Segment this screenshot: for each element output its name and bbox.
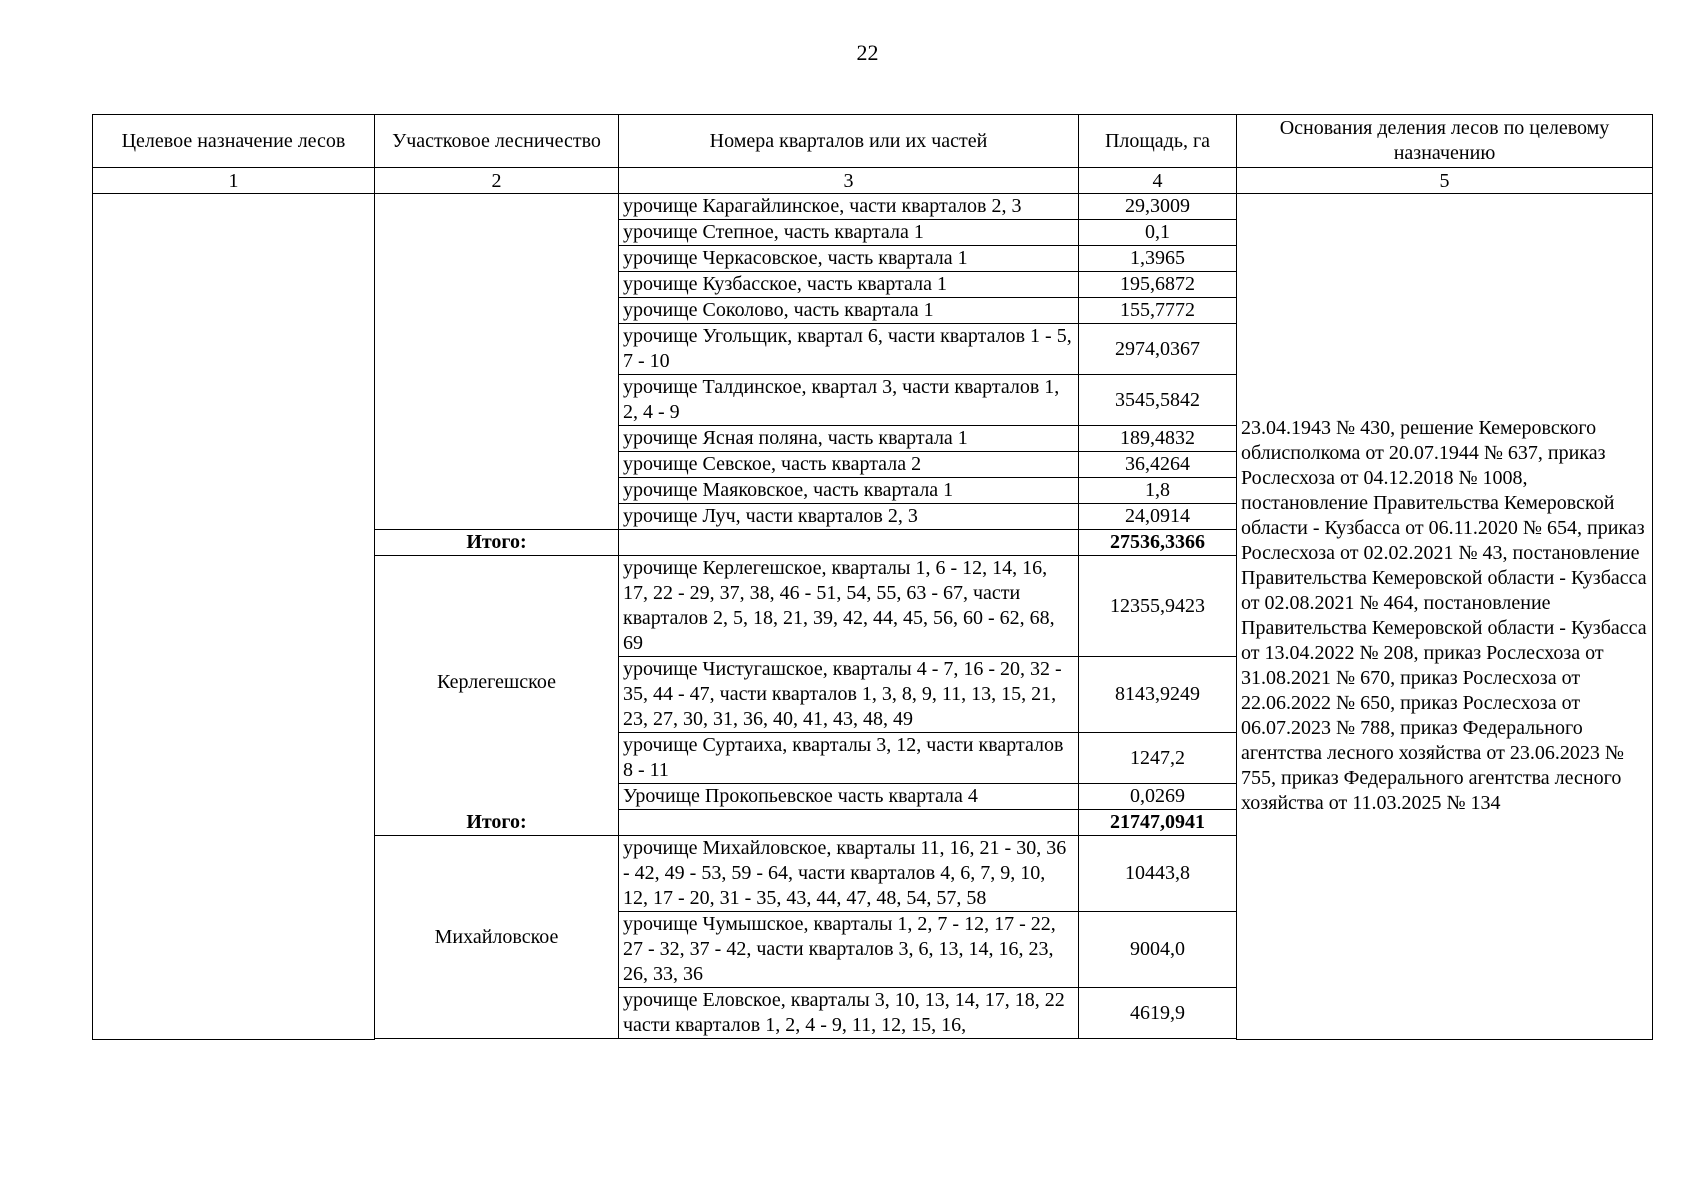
area-cell: 1,3965: [1079, 246, 1237, 272]
column-number: 1: [93, 168, 375, 194]
header-forestry: Участковое лесничество: [375, 115, 619, 168]
area-cell: 4619,9: [1079, 988, 1237, 1039]
forestry-cell: Михайловское: [375, 836, 619, 1039]
area-cell: 155,7772: [1079, 298, 1237, 324]
quarters-cell: урочище Кузбасское, часть квартала 1: [619, 272, 1079, 298]
column-numbers-row: [93, 168, 1653, 194]
area-cell: 1,8: [1079, 478, 1237, 504]
quarters-cell: урочище Луч, части кварталов 2, 3: [619, 504, 1079, 530]
table-header-row: [93, 115, 1653, 168]
quarters-cell: урочище Чистугашское, кварталы 4 - 7, 16 - 20, 32 - 35, 44 - 47, части кварталов 1, 3, 8, 9, 11, 13, 15, 21, 23, 27, 30, 31, 36, 40, 41, 43, 48, 49: [619, 657, 1079, 733]
area-cell: 10443,8: [1079, 836, 1237, 912]
area-cell: 8143,9249: [1079, 657, 1237, 733]
quarters-cell: урочище Суртаиха, кварталы 3, 12, части кварталов 8 - 11: [619, 733, 1079, 784]
column-number: 3: [619, 168, 1079, 194]
quarters-cell: урочище Чумышское, кварталы 1, 2, 7 - 12, 17 - 22, 27 - 32, 37 - 42, части кварталов 3, 6, 13, 14, 16, 23, 26, 33, 36: [619, 912, 1079, 988]
table-row: [93, 194, 1653, 220]
quarters-cell: [619, 530, 1079, 556]
basis-cell: 23.04.1943 № 430, решение Кемеровского облисполкома от 20.07.1944 № 637, приказ Рослесхоза от 04.12.2018 № 1008, постановление Правительства Кемеровской области - Кузбасса от 06.11.2020 № 654, приказ Рослесхоза от 02.02.2021 № 43, постановление Правительства Кемеровской области - Кузбасса от 02.08.2021 № 464, постановление Правительства Кемеровской области - Кузбасса от 13.04.2022 № 208, приказ Рослесхоза от 31.08.2021 № 670, приказ Рослесхоза от 22.06.2022 № 650, приказ Рослесхоза от 06.07.2023 № 788, приказ Федерального агентства лесного хозяйства от 23.06.2023 № 755, приказ Федерального агентства лесного хозяйства от 11.03.2025 № 134: [1237, 194, 1653, 1040]
column-number: 4: [1079, 168, 1237, 194]
area-cell: 12355,9423: [1079, 556, 1237, 657]
column-number: 5: [1237, 168, 1653, 194]
quarters-cell: урочище Соколово, часть квартала 1: [619, 298, 1079, 324]
quarters-cell: урочище Талдинское, квартал 3, части кварталов 1, 2, 4 - 9: [619, 375, 1079, 426]
header-area: Площадь, га: [1079, 115, 1237, 168]
header-quarters: Номера кварталов или их частей: [619, 115, 1079, 168]
forestry-cell: [375, 194, 619, 530]
quarters-cell: урочище Маяковское, часть квартала 1: [619, 478, 1079, 504]
quarters-cell: урочище Ясная поляна, часть квартала 1: [619, 426, 1079, 452]
area-cell: 195,6872: [1079, 272, 1237, 298]
column-number: 2: [375, 168, 619, 194]
area-cell: 24,0914: [1079, 504, 1237, 530]
quarters-cell: урочище Угольщик, квартал 6, части кварталов 1 - 5, 7 - 10: [619, 324, 1079, 375]
area-cell: 0,1: [1079, 220, 1237, 246]
quarters-cell: [619, 810, 1079, 836]
header-basis: Основания деления лесов по целевому назначению: [1237, 115, 1653, 168]
area-cell: 1247,2: [1079, 733, 1237, 784]
total-label: Итого:: [375, 530, 619, 556]
quarters-cell: урочище Степное, часть квартала 1: [619, 220, 1079, 246]
total-area: 27536,3366: [1079, 530, 1237, 556]
quarters-cell: урочище Карагайлинское, части кварталов 2, 3: [619, 194, 1079, 220]
quarters-cell: урочище Еловское, кварталы 3, 10, 13, 14, 17, 18, 22 части кварталов 1, 2, 4 - 9, 11, 12, 15, 16,: [619, 988, 1079, 1039]
area-cell: 36,4264: [1079, 452, 1237, 478]
forest-purpose-table: [92, 114, 1653, 1040]
quarters-cell: урочище Севское, часть квартала 2: [619, 452, 1079, 478]
total-area: 21747,0941: [1079, 810, 1237, 836]
area-cell: 189,4832: [1079, 426, 1237, 452]
area-cell: 2974,0367: [1079, 324, 1237, 375]
quarters-cell: урочище Керлегешское, кварталы 1, 6 - 12, 14, 16, 17, 22 - 29, 37, 38, 46 - 51, 54, 55, 63 - 67, части кварталов 2, 5, 18, 21, 39, 42, 44, 45, 56, 60 - 62, 68, 69: [619, 556, 1079, 657]
quarters-cell: урочище Черкасовское, часть квартала 1: [619, 246, 1079, 272]
area-cell: 3545,5842: [1079, 375, 1237, 426]
forestry-cell: Керлегешское: [375, 556, 619, 810]
total-label: Итого:: [375, 810, 619, 836]
quarters-cell: урочище Михайловское, кварталы 11, 16, 21 - 30, 36 - 42, 49 - 53, 59 - 64, части кварталов 4, 6, 7, 9, 10, 12, 17 - 20, 31 - 35, 43, 44, 47, 48, 54, 57, 58: [619, 836, 1079, 912]
area-cell: 9004,0: [1079, 912, 1237, 988]
purpose-cell: [93, 194, 375, 1040]
page-number: 22: [856, 40, 879, 65]
quarters-cell: Урочище Прокопьевское часть квартала 4: [619, 784, 1079, 810]
header-purpose: Целевое назначение лесов: [93, 115, 375, 168]
area-cell: 0,0269: [1079, 784, 1237, 810]
area-cell: 29,3009: [1079, 194, 1237, 220]
